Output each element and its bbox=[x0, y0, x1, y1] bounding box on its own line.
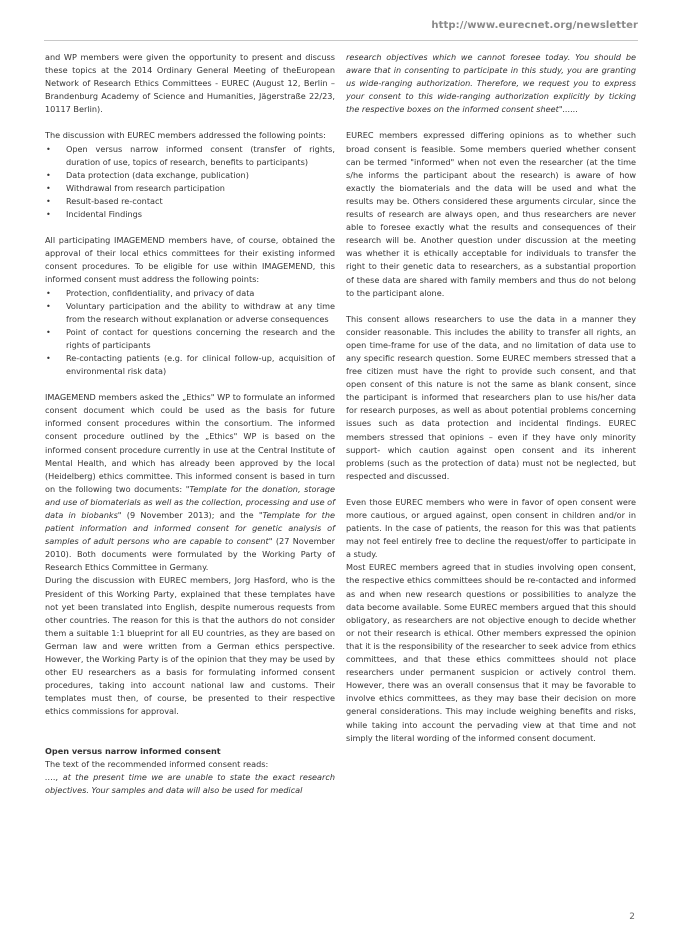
list-item: • Voluntary participation and the ability to withdraw at any time from the research without explanation or adverse consequences bbox=[45, 300, 335, 326]
paragraph: This consent allows researchers to use the data in a manner they consider reasonable. This includes the ability to transfer all rights, an open time-frame for use of the data, and no limitation of data use to any specific research question. Some EUREC members stressed that a free citizen must have the right to provide such consent, and that open consent of this nature is not the same as blank consent, since the participant is informed that researchers plan to use his/her data for research purposes, as well as about potential problems concerning issues such as data protection and incidental findings. EUREC members stressed that opinions – even if they have only minority support- which caution against open consent and its inherent problems (such as the protection of data) must not be neglected, but respected and discussed. bbox=[346, 313, 636, 481]
right-column bbox=[346, 51, 636, 745]
list-item: • Protection, confidentiality, and privacy of data bbox=[45, 287, 335, 300]
list-item: • Point of contact for questions concerning the research and the rights of participants bbox=[45, 326, 335, 352]
paragraph: All participating IMAGEMEND members have, of course, obtained the approval of their local ethics committees for their existing informed consent procedures. To be eligible for use within IMAGEMEND, this informed consent must address the following points: bbox=[45, 235, 335, 285]
paragraph: The discussion with EUREC members addressed the following points: bbox=[45, 130, 326, 141]
left-column bbox=[45, 51, 335, 797]
list-item: • Incidental Findings bbox=[45, 208, 335, 221]
text-run: (9 November 2013); and the bbox=[121, 510, 259, 520]
paragraph: and WP members were given the opportunity to present and discuss these topics at the 2014 Ordinary General Meeting of theEuropean Network of Research Ethics Committees - EUREC (August 12, Berlin – Brandenburg Academy of Science and Humanities, Jägerstraße 22/23, 10117 Berlin). bbox=[45, 52, 335, 115]
list-item: • Data protection (data exchange, publication) bbox=[45, 169, 335, 182]
text-run: (27 November 2010). Both documents were formulated by the Working Party of Research Ethics Committee in Germany. bbox=[45, 536, 335, 573]
paragraph: Even those EUREC members who were in favor of open consent were more cautious, or argued against, open consent in children and/or in patients. In the case of patients, the reason for this was that patients may not feel entirely free to decline the request/offer to participate in a study. bbox=[346, 496, 636, 560]
header-divider bbox=[44, 40, 638, 41]
spacer bbox=[45, 732, 335, 745]
list-item: • Open versus narrow informed consent (transfer of rights, duration of use, topics of research, benefits to participants) bbox=[45, 143, 335, 169]
list-item: • Re-contacting patients (e.g. for clinical follow-up, acquisition of environmental risk data) bbox=[45, 352, 335, 378]
list-item: • Withdrawal from research participation bbox=[45, 182, 335, 195]
page-number: 2 bbox=[629, 912, 635, 922]
section-heading: Open versus narrow informed consent bbox=[45, 745, 221, 756]
paragraph bbox=[45, 391, 335, 574]
discussion-points-list bbox=[45, 143, 335, 222]
paragraph: The text of the recommended informed consent reads: bbox=[45, 758, 269, 769]
template-title: "Template for the donation, storage and use of biomaterials as well as the collection, processing and use of data in biobanks" bbox=[45, 483, 335, 520]
paragraph: Most EUREC members agreed that in studies involving open consent, the respective ethics committees should be re-contacted and informed as and when new research questions or possibilities to analyze the data become available. Some EUREC members argued that this should obligatory, as researchers are not objective enough to decide whether or not their research is ethical. Other members expressed the opinion that it is the responsibility of the researcher to seek advice from ethics committees, and that these ethics committees should not place researchers under permanent suspicion or actively control them. However, there was an overall consensus that it may be favorable to involve ethics committees, as they may base their decision on more general considerations. This may include weighing benefits and risks, while taking into account the pervading view at that time and not simply the literal wording of the informed consent document. bbox=[346, 562, 636, 743]
template-title: "Template for the patient information and informed consent for genetic analysis of samples of adult persons who are capable to consent" bbox=[45, 510, 335, 547]
text-run: IMAGEMEND members asked the „Ethics" WP to formulate an informed consent document which could be used as the basis for future informed consent procedures within the consortium. The informed consent procedure outlined by the „Ethics" WP is based on the informed consent procedure currently in use at the Central Institute of Mental Health, and which has already been approved by the local (Heidelberg) ethics committee. This informed consent is based in turn on the following two documents: bbox=[45, 392, 335, 494]
list-item: • Result-based re-contact bbox=[45, 195, 335, 208]
newsletter-url: http://www.eurecnet.org/newsletter bbox=[431, 20, 638, 31]
consent-quote: research objectives which we cannot foresee today. You should be aware that in consenting to participate in this study, you are granting us wide-ranging authorization. Therefore, we request you to express your consent to this wide-ranging authorization explicitly by ticking the respective boxes on the informed consent sheet"...... bbox=[346, 52, 636, 115]
consent-quote: …., at the present time we are unable to state the exact research objectives. Your samples and data will also be used for medical bbox=[45, 771, 335, 795]
paragraph: EUREC members expressed differing opinions as to whether such broad consent is feasible. Some members queried whether consent can be termed "informed" when not even the researcher (at the time s/he informs the participant about the research) is aware of how exactly the biomaterials and the data will be used and what the results may be. Others considered these arguments circular, since the results of research are always open, and thus researchers are never able to foresee exactly what the results and consequences of their research will be. Another question under discussion at the meeting was whether it is ethically acceptable for individuals to transfer the right to their genetic data to researchers, as a substantial proportion of these data are shared with family members and thus do not belong to the participant alone. bbox=[346, 130, 636, 298]
paragraph: During the discussion with EUREC members, Jorg Hasford, who is the President of this Working Party, explained that these templates have not yet been translated into English, despite numerous requests from other countries. The reason for this is that the authors do not consider them a suitable 1:1 blueprint for all EU countries, as they are based on German law and were written from a German ethics perspective. However, the Working Party is of the opinion that they may be used by other EU researchers as a basis for formulating informed consent procedures, taking into account national law and customs. Their templates must then, of course, be presented to their respective ethics commissions for approval. bbox=[45, 575, 335, 717]
consent-requirements-list bbox=[45, 287, 335, 379]
